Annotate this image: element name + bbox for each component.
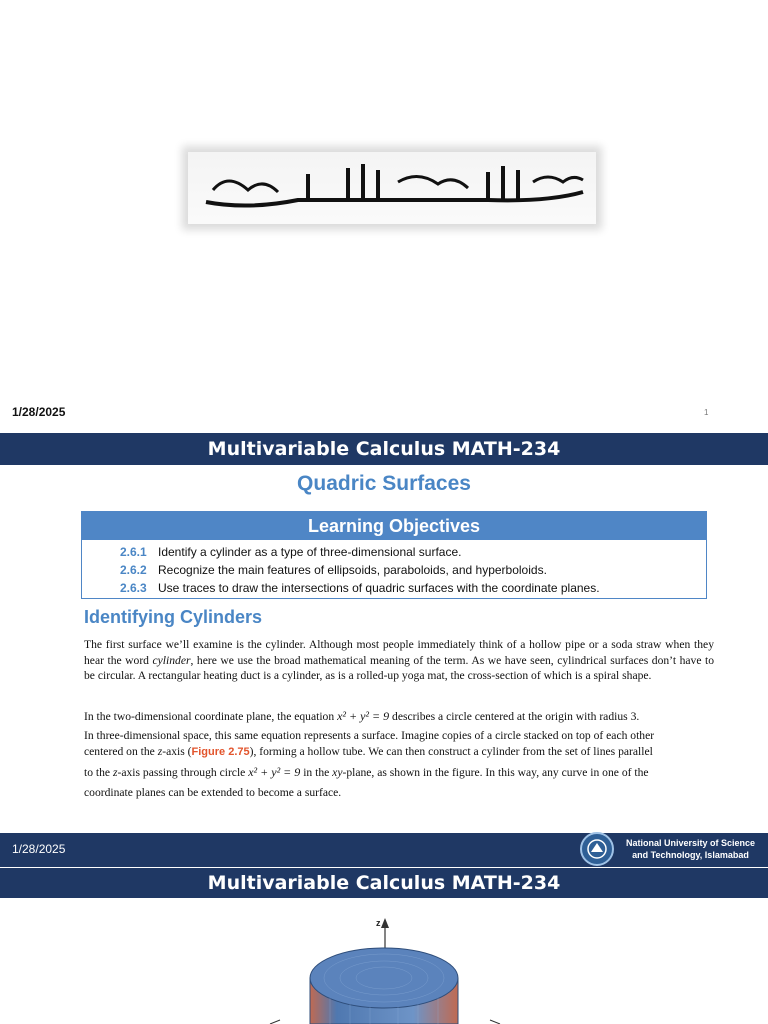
figure-link[interactable]: Figure 2.75 <box>191 746 250 758</box>
objective-number: 2.6.1 <box>120 545 147 559</box>
university-logo <box>580 832 614 866</box>
slide-date: 1/28/2025 <box>12 842 66 856</box>
paragraph-text: describes a circle centered at the origin with radius <box>392 710 628 723</box>
university-name-line: National University of Science <box>625 838 756 848</box>
university-name-line: and Technology, Islamabad <box>632 850 749 860</box>
cylinder-figure <box>0 898 768 1024</box>
section-heading: Identifying Cylinders <box>84 607 263 627</box>
paragraph-cylinder-intro <box>84 637 714 684</box>
paragraph-text: -plane, as shown in the figure. In this way, any curve in one of the <box>342 766 649 779</box>
equation: x² + y² = 9 <box>248 765 301 779</box>
page-number: 1 <box>704 408 709 417</box>
university-name <box>618 837 763 861</box>
objective-text: Recognize the main features of ellipsoids, paraboloids, and hyperboloids. <box>158 563 547 577</box>
paragraph-line <box>84 765 714 780</box>
axis-variable: z <box>112 766 118 779</box>
plane-variable: xy <box>332 766 343 779</box>
paragraph-text: -axis passing through circle <box>117 766 246 779</box>
paragraph-text: centered on the <box>84 745 158 758</box>
calligraphy-graphic <box>188 152 596 224</box>
objective-item <box>82 543 706 561</box>
slide-date: 1/28/2025 <box>12 405 66 419</box>
paragraph-text: ), forming a hollow tube. We can then construct a cylinder from the set of lines parallel <box>249 745 653 758</box>
axis-variable: z <box>157 745 163 758</box>
slide-subtitle: Quadric Surfaces <box>297 472 471 495</box>
paragraph-line: In three-dimensional space, this same equation represents a surface. Imagine copies of a circle stacked on top of each other <box>84 729 655 742</box>
objective-item <box>82 579 706 597</box>
course-title: Multivariable Calculus MATH-234 <box>207 872 561 894</box>
paragraph-text: The first surface we’ll examine is the cylinder. Although most people immediately think of a hollow pipe or a soda straw when they hear the word <box>84 638 714 667</box>
course-title-bar <box>0 868 768 898</box>
z-axis-label: z <box>376 918 381 928</box>
course-title: Multivariable Calculus MATH-234 <box>207 438 561 460</box>
radius-value: 3. <box>630 710 640 723</box>
x-axis-line <box>270 1020 280 1024</box>
paragraph-text: in the <box>303 766 333 779</box>
paragraph-text: In the two-dimensional coordinate plane, the equation <box>84 710 335 723</box>
paragraph-line <box>84 745 714 758</box>
equation: x² + y² = 9 <box>337 709 390 723</box>
cylinder-top-ellipse <box>310 948 458 1008</box>
logo-emblem-icon <box>582 834 612 864</box>
objective-item <box>82 561 706 579</box>
objective-text: Identify a cylinder as a type of three-dimensional surface. <box>158 545 462 559</box>
learning-objectives-box <box>81 511 707 599</box>
learning-objectives-header: Learning Objectives <box>82 512 706 540</box>
objective-number: 2.6.2 <box>120 563 147 577</box>
bismillah-calligraphy-image <box>188 152 596 224</box>
z-axis-arrow-icon <box>381 918 389 928</box>
emphasized-term: cylinder <box>152 653 191 667</box>
course-title-bar <box>0 433 768 465</box>
y-axis-line <box>490 1020 500 1024</box>
paragraph-text: to the <box>84 766 113 779</box>
objective-number: 2.6.3 <box>120 581 147 595</box>
paragraph-line <box>84 709 714 724</box>
paragraph-text: -axis ( <box>162 745 192 758</box>
paragraph-text: , here we use the broad mathematical meaning of the term. As we have seen, cylindrical surfaces don’t have to be circular. A rectangular heating duct is a cylinder, as is a rolled-up yoga mat, the cross-section of which is a spiral shape. <box>84 653 715 682</box>
objective-text: Use traces to draw the intersections of quadric surfaces with the coordinate planes. <box>158 581 600 595</box>
paragraph-line: coordinate planes can be extended to become a surface. <box>84 786 342 799</box>
